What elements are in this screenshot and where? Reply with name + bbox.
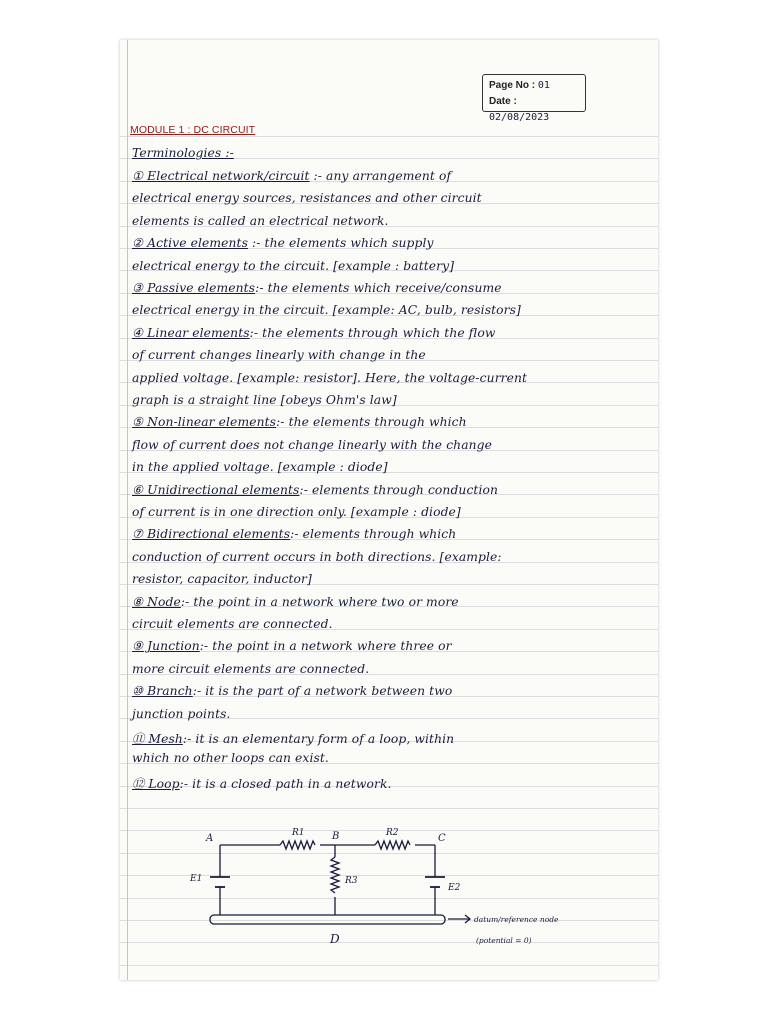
circuit-diagram	[170, 825, 630, 980]
note-text: of current changes linearly with change in the	[132, 348, 426, 363]
note-line	[132, 684, 652, 698]
term-label: ⑩ Branch	[132, 684, 193, 699]
term-label: ⑫ Loop	[132, 776, 180, 791]
potential-note: (potential = 0)	[476, 936, 532, 945]
note-line	[132, 191, 652, 205]
note-text: :- the elements through which	[276, 415, 467, 430]
note-line	[132, 751, 652, 765]
note-text: :- the point in a network where three or	[199, 639, 452, 654]
note-line	[132, 617, 652, 631]
date-value: 02/08/2023	[489, 112, 550, 123]
term-label: ① Electrical network/circuit	[132, 169, 310, 183]
term-label: ⑦ Bidirectional elements	[132, 527, 291, 542]
note-text: resistor, capacitor, inductor]	[132, 572, 312, 587]
datum-bar	[210, 915, 445, 924]
note-text: graph is a straight line [obeys Ohm's law]	[132, 393, 397, 407]
note-text: conduction of current occurs in both directions. [example:	[132, 549, 502, 564]
note-text: :- the elements which receive/consume	[255, 281, 502, 295]
e1-label: E1	[190, 874, 203, 884]
page-no-value: 01	[537, 80, 550, 91]
page-no-row	[489, 78, 579, 94]
note-line	[132, 371, 652, 385]
note-text: :- it is an elementary form of a loop, within	[182, 732, 455, 746]
page-date-box	[482, 74, 586, 123]
date-row	[489, 94, 579, 126]
term-label: ⑧ Node	[132, 594, 181, 609]
module-title: MODULE 1 : DC CIRCUIT	[130, 124, 256, 136]
note-line	[132, 259, 652, 273]
note-text: :- the elements through which the flow	[249, 325, 496, 340]
note-line	[132, 236, 652, 250]
note-text: :- elements through which	[290, 527, 457, 542]
note-line	[132, 415, 652, 429]
term-label: ⑨ Junction	[132, 639, 200, 654]
term-label: ④ Linear elements	[132, 325, 250, 340]
note-line	[132, 348, 652, 362]
note-text: :- any arrangement of	[309, 169, 452, 183]
note-line	[132, 483, 652, 497]
note-text: electrical energy to the circuit. [example : battery]	[132, 258, 455, 273]
note-line	[132, 460, 652, 474]
term-label: ⑥ Unidirectional elements	[132, 482, 300, 497]
note-line	[132, 550, 652, 564]
note-text: applied voltage. [example: resistor]. Here, the voltage-current	[132, 370, 528, 385]
note-line	[132, 303, 652, 317]
resistor-r2	[375, 841, 410, 849]
note-line	[132, 729, 652, 747]
r2-label: R2	[386, 828, 399, 838]
term-label: ⑪ Mesh	[132, 732, 183, 746]
resistor-r3	[331, 857, 339, 893]
note-line	[132, 662, 652, 676]
note-line	[132, 438, 652, 452]
r3-label: R3	[345, 876, 358, 886]
note-text: electrical energy sources, resistances and other circuit	[132, 191, 482, 206]
datum-note: datum/reference node	[474, 915, 559, 924]
note-text: in the applied voltage. [example : diode]	[132, 460, 388, 475]
note-line	[132, 169, 652, 183]
term-label: ③ Passive elements	[132, 281, 256, 295]
note-text: which no other loops can exist.	[132, 751, 329, 766]
note-line	[132, 707, 652, 721]
note-line	[132, 281, 652, 295]
note-line	[132, 326, 652, 340]
e2-label: E2	[448, 883, 461, 893]
note-text: :- the elements which supply	[248, 236, 434, 251]
note-line	[132, 505, 652, 519]
note-line	[132, 639, 652, 653]
term-label: ⑤ Non-linear elements	[132, 415, 277, 430]
note-text: junction points.	[132, 706, 231, 721]
note-text: elements is called an electrical network.	[132, 213, 389, 228]
note-text: more circuit elements are connected.	[132, 661, 370, 676]
terminologies-heading: Terminologies :-	[132, 146, 234, 160]
note-text: flow of current does not change linearly with the change	[132, 437, 492, 452]
note-text: electrical energy in the circuit. [example: AC, bulb, resistors]	[132, 303, 521, 318]
node-d-label: D	[330, 932, 340, 946]
r1-label: R1	[292, 828, 305, 838]
note-text: :- the point in a network where two or more	[180, 594, 459, 609]
node-b-label: B	[332, 831, 340, 842]
note-text: :- elements through conduction	[299, 482, 499, 497]
node-c-label: C	[438, 833, 446, 844]
notebook-page	[120, 40, 658, 980]
resistor-r1	[280, 841, 315, 849]
note-text: circuit elements are connected.	[132, 617, 333, 631]
term-label: ② Active elements	[132, 236, 249, 251]
date-label: Date :	[489, 96, 517, 107]
note-line	[132, 393, 652, 407]
note-line	[132, 595, 652, 609]
note-line	[132, 774, 652, 792]
note-line	[132, 572, 652, 586]
page-no-label: Page No :	[489, 80, 536, 91]
note-text: of current is in one direction only. [example : diode]	[132, 505, 461, 519]
node-a-label: A	[206, 833, 214, 844]
margin-line	[127, 40, 128, 980]
note-line	[132, 527, 652, 541]
note-line	[132, 214, 652, 228]
note-text: :- it is the part of a network between two	[192, 684, 453, 699]
note-text: :- it is a closed path in a network.	[179, 776, 392, 791]
